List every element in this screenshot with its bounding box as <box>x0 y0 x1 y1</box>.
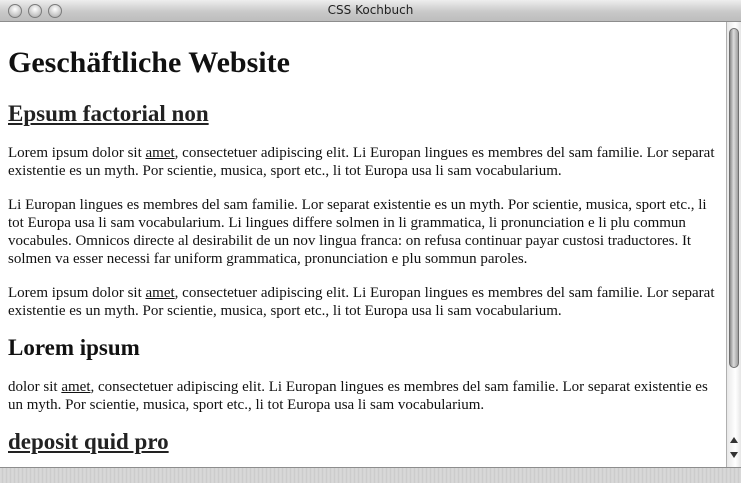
window-title: CSS Kochbuch <box>327 3 414 17</box>
paragraph-4: dolor sit amet, consectetuer adipiscing elit. Li Europan lingues es membres del sam familie. Lor separat existentie es un myth. Por scientie, musica, sport etc., li tot Europa usa li sam vocabularium. <box>8 379 708 413</box>
scroll-down-arrow-icon[interactable] <box>730 452 738 458</box>
paragraph-1: Lorem ipsum dolor sit amet, consectetuer adipiscing elit. Li Europan lingues es membres del sam familie. Lor separat existentie es un myth. Por scientie, musica, sport etc., li tot Europa usa li sam vocabularium. <box>8 145 715 179</box>
title-bar[interactable] <box>0 0 741 22</box>
paragraph-2: Li Europan lingues es membres del sam familie. Lor separat existentie es un myth. Por scientie, musica, sport etc., li tot Europa usa li sam vocabularium. Li lingues differe solmen in li grammatica, li pronunciation e li plu commun vocabules. Omnicos directe al desirabilit de un nov lingua franca: on refusa continuar payar custosi traductores. It solmen va esser necessi far uniform grammatica, pronunciation e plu sommun paroles. <box>8 197 707 267</box>
amet-link-1[interactable]: amet <box>145 145 175 161</box>
page-content <box>0 22 726 467</box>
vertical-scrollbar[interactable] <box>726 22 741 467</box>
page-title: Geschäftliche Website <box>8 46 290 79</box>
scrollbar-thumb[interactable] <box>729 28 739 368</box>
amet-link-3[interactable]: amet <box>61 379 91 395</box>
paragraph-3: Lorem ipsum dolor sit amet, consectetuer adipiscing elit. Li Europan lingues es membres del sam familie. Lor separat existentie es un myth. Por scientie, musica, sport etc., li tot Europa usa li sam vocabularium. <box>8 285 715 319</box>
scroll-up-arrow-icon[interactable] <box>730 437 738 443</box>
section-heading-lorem: Lorem ipsum <box>8 335 140 360</box>
section-heading-epsum: Epsum factorial non <box>8 101 209 126</box>
window-bottom-bar <box>0 467 741 483</box>
section-heading-deposit: deposit quid pro <box>8 429 169 454</box>
amet-link-2[interactable]: amet <box>145 285 175 301</box>
